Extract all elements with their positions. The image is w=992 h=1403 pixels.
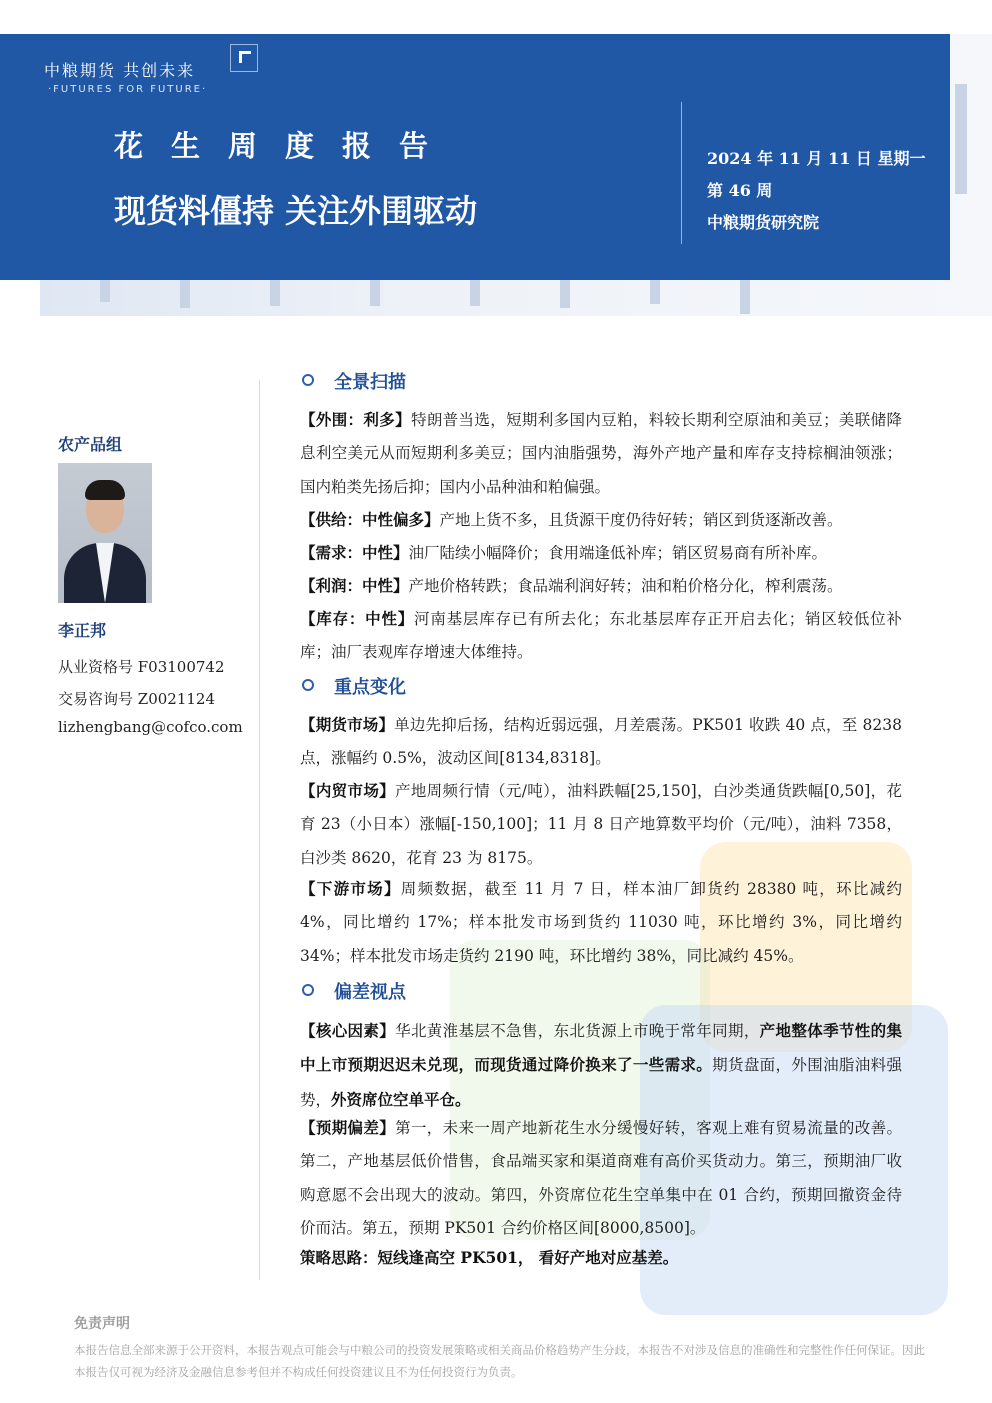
group-label: 农产品组 — [58, 435, 123, 454]
company-slogan: 中粮期货 共创未来 — [44, 61, 196, 80]
column-divider — [259, 380, 260, 1280]
analyst-name: 李正邦 — [58, 621, 107, 640]
disclaimer-title: 免责声明 — [74, 1316, 130, 1332]
analyst-consulting-number: 交易咨询号 Z0021124 — [58, 690, 215, 708]
changes-domestic: 【内贸市场】产地周频行情（元/吨），油料跌幅[25,150]，白沙类通货跌幅[0,50]，花育 23（小日本）涨幅[-150,100]；11 月 8 日产地算数平均价（元/吨），油料 7358，白沙类 8620，花育 23 为 8175。 — [300, 781, 902, 867]
overview-profit: 【利润：中性】产地价格转跌；食品端利润好转；油和粕价格分化，榨利震荡。 — [300, 576, 843, 595]
cofco-logo-icon — [230, 44, 258, 72]
deviation-expectation: 【预期偏差】第一，未来一周产地新花生水分缓慢好转，客观上难有贸易流量的改善。第二，产地基层低价惜售，食品端买家和渠道商难有高价买货动力。第三，预期油厂收购意愿不会出现大的波动。第四，外资席位花生空单集中在 01 合约，预期回撤资金待价而沽。第五，预期 PK501 合约价格区间[8000,8500]。 — [300, 1118, 902, 1237]
report-headline: 现货料僵持 关注外围驱动 — [114, 192, 478, 230]
analyst-qualification: 从业资格号 F03100742 — [58, 658, 225, 676]
overview-demand: 【需求：中性】油厂陆续小幅降价；食用端逢低补库；销区贸易商有所补库。 — [300, 543, 828, 562]
analyst-email[interactable]: lizhengbang@cofco.com — [58, 718, 243, 736]
overview-inventory: 【库存：中性】河南基层库存已有所去化；东北基层库存正开启去化；销区较低位补库；油厂表观库存增速大体维持。 — [300, 609, 902, 662]
section-bullet-icon — [302, 984, 314, 996]
overview-supply: 【供给：中性偏多】产地上货不多，且货源干度仍待好转；销区到货逐渐改善。 — [300, 510, 843, 529]
report-date: 2024 年 11 月 11 日 星期一 — [707, 149, 926, 168]
strategy: 策略思路：短线逢高空 PK501， 看好产地对应基差。 — [300, 1248, 679, 1267]
section-bullet-icon — [302, 374, 314, 386]
company-slogan-en: ·FUTURES FOR FUTURE· — [48, 84, 208, 95]
overview-external: 【外围：利多】特朗普当选，短期利多国内豆粕，料较长期利空原油和美豆；美联储降息利空美元从而短期利多美豆；国内油脂强势，海外产地产量和库存支持棕榈油领涨；国内粕类先扬后抑；国内小品种油和粕偏强。 — [300, 410, 902, 496]
analyst-photo — [58, 463, 152, 603]
disclaimer-text: 本报告信息全部来源于公开资料，本报告观点可能会与中粮公司的投资发展策略或相关商品价格趋势产生分歧，本报告不对涉及信息的准确性和完整性作任何保证。因此本报告仅可视为经济及金融信息参考但并不构成任何投资建议且不为任何投资行为负责。 — [74, 1343, 925, 1379]
deviation-core-factors: 【核心因素】华北黄淮基层不急售，东北货源上市晚于常年同期，产地整体季节性的集中上市预期迟迟未兑现，而现货通过降价换来了一些需求。期货盘面，外围油脂油料强势，外资席位空单平仓。 — [300, 1021, 902, 1109]
report-week: 第 46 周 — [707, 181, 773, 200]
section-bullet-icon — [302, 679, 314, 691]
changes-downstream: 【下游市场】周频数据，截至 11 月 7 日，样本油厂卸货约 28380 吨，环比减约 4%，同比增约 17%；样本批发市场到货约 11030 吨，环比增约 3%，同比增约 34%；样本批发市场走货约 2190 吨，环比增约 38%，同比减约 45%。 — [300, 879, 902, 965]
changes-futures: 【期货市场】单边先抑后扬，结构近弱远强，月差震荡。PK501 收跌 40 点，至 8238 点，涨幅约 0.5%，波动区间[8134,8318]。 — [300, 715, 902, 768]
report-type: 花生周度报告 — [114, 129, 457, 163]
banner-divider — [681, 102, 682, 244]
report-institute: 中粮期货研究院 — [707, 213, 820, 232]
